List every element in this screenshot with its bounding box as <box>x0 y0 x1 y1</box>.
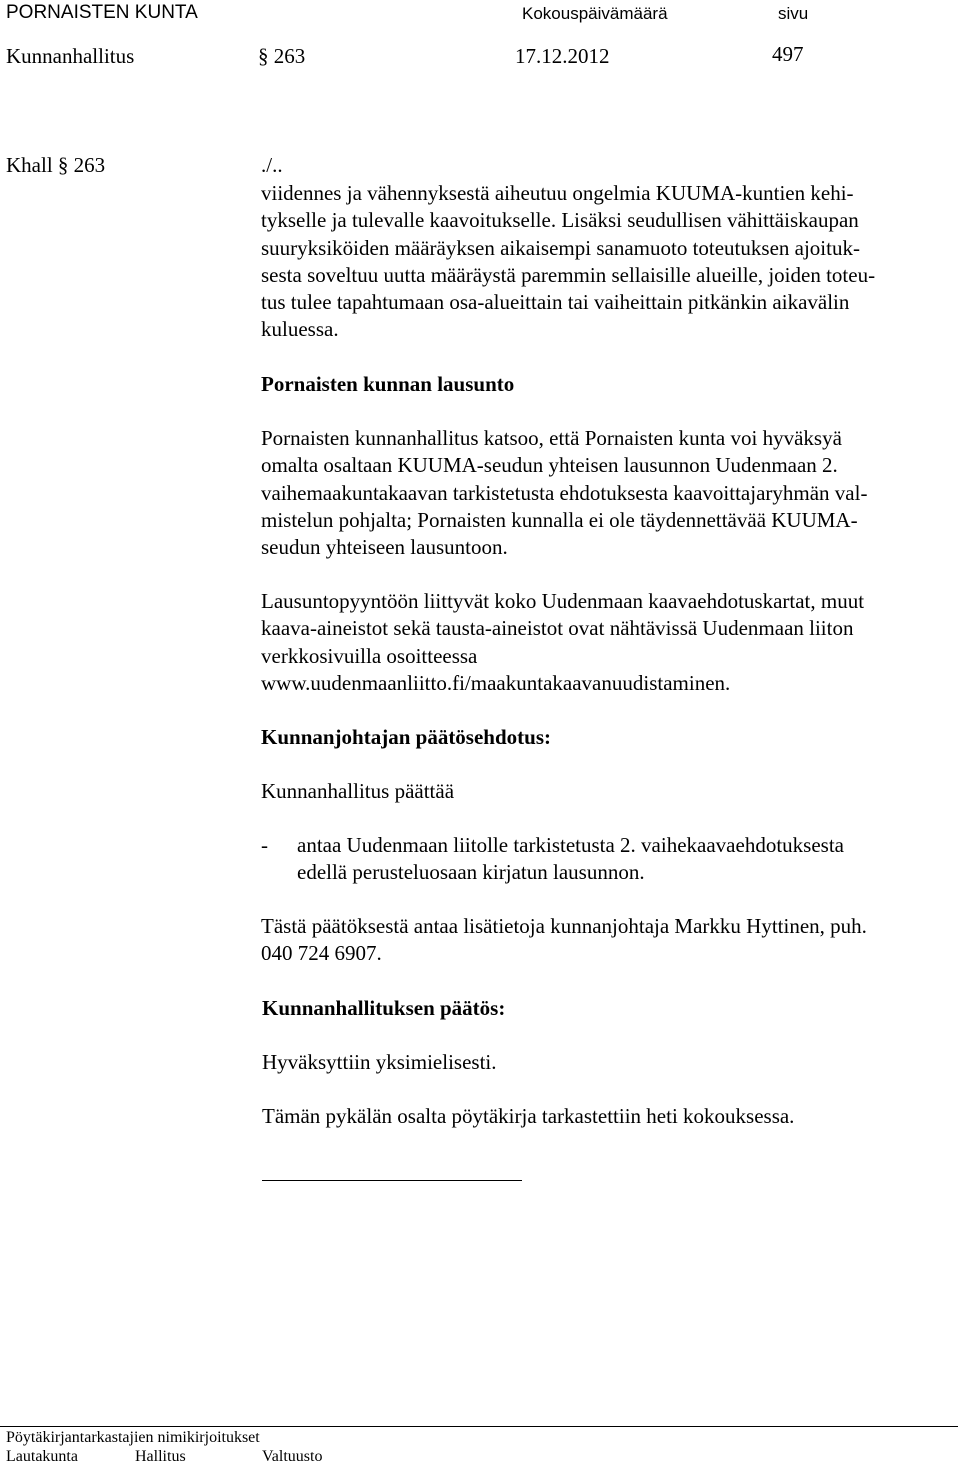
text-line: tykselle ja tulevalle kaavoitukselle. Lisäksi seudullisen vähittäiskaupan <box>261 208 859 233</box>
text-line: seudun yhteiseen lausuntoon. <box>261 535 508 560</box>
meeting-date: 17.12.2012 <box>515 44 610 68</box>
text-line: antaa Uudenmaan liitolle tarkistetusta 2. vaihekaavaehdotuksesta <box>297 833 844 857</box>
footer-divider <box>0 1426 958 1427</box>
text-line: verkkosivuilla osoitteessa <box>261 643 478 668</box>
text-line: tus tulee tapahtumaan osa-alueittain tai vaiheittain pitkänkin aikavälin <box>261 290 850 315</box>
statement-paragraph-1 <box>261 425 867 561</box>
text-line: kuluessa. <box>261 317 339 342</box>
text-line: 040 724 6907. <box>261 941 382 966</box>
further-info <box>261 913 867 968</box>
footer-hallitus: Hallitus <box>135 1448 186 1465</box>
text-line: Tästä päätöksestä antaa lisätietoja kunnanjohtaja Markku Hyttinen, puh. <box>261 914 867 938</box>
text-line: edellä perusteluosaan kirjatun lausunnon. <box>297 860 645 885</box>
text-line: omalta osaltaan KUUMA-seudun yhteisen lausunnon Uudenmaan 2. <box>261 453 838 478</box>
signatures-label: Pöytäkirjantarkastajien nimikirjoitukset <box>6 1429 260 1446</box>
statement-heading: Pornaisten kunnan lausunto <box>261 372 515 396</box>
proposal-item <box>297 832 844 887</box>
page-number: 497 <box>772 42 804 66</box>
section-number: § 263 <box>258 44 306 68</box>
text-line: kaava-aineistot sekä tausta-aineistot ovat nähtävissä Uudenmaan liiton <box>261 616 854 641</box>
web-address: www.uudenmaanliitto.fi/maakuntakaavanuudistaminen. <box>261 670 731 695</box>
text-line: vaihemaakuntakaavan tarkistetusta ehdotuksesta kaavoittajaryhmän val- <box>261 480 868 505</box>
continuation-mark: ./.. <box>261 153 283 177</box>
proposal-intro: Kunnanhallitus päättää <box>261 779 455 803</box>
decision-text: Hyväksyttiin yksimielisesti. <box>262 1050 497 1074</box>
text-line: sesta soveltuu uutta määräystä paremmin sellaisille alueille, joiden toteu- <box>261 262 876 287</box>
reasoning-text <box>261 180 875 344</box>
statement-paragraph-2 <box>261 588 864 697</box>
text-line: suuryksiköiden määräyksen aikaisempi sanamuoto toteutuksen ajoituk- <box>261 235 860 260</box>
text-line: Pornaisten kunnanhallitus katsoo, että Pornaisten kunta voi hyväksyä <box>261 426 842 450</box>
text-line: Lausuntopyyntöön liittyvät koko Uudenmaan kaavaehdotuskartat, muut <box>261 589 865 613</box>
list-dash: - <box>261 833 268 857</box>
section-ref: Khall § 263 <box>6 153 106 177</box>
proposal-heading: Kunnanjohtajan päätösehdotus: <box>261 725 552 749</box>
body-name: Kunnanhallitus <box>6 44 135 68</box>
organization-name: PORNAISTEN KUNTA <box>6 2 198 23</box>
signature-line <box>262 1180 522 1181</box>
footer-lautakunta: Lautakunta <box>6 1448 78 1465</box>
text-line: mistelun pohjalta; Pornaisten kunnalla ei ole täydennettävää KUUMA- <box>261 507 858 532</box>
page-label: sivu <box>778 4 809 23</box>
date-label: Kokouspäivämäärä <box>522 4 668 23</box>
decision-heading: Kunnanhallituksen päätös: <box>262 996 506 1020</box>
text-line: viidennes ja vähennyksestä aiheutuu ongelmia KUUMA-kuntien kehi- <box>261 181 854 205</box>
footer-valtuusto: Valtuusto <box>262 1448 323 1465</box>
inspection-note: Tämän pykälän osalta pöytäkirja tarkastettiin heti kokouksessa. <box>262 1104 795 1128</box>
